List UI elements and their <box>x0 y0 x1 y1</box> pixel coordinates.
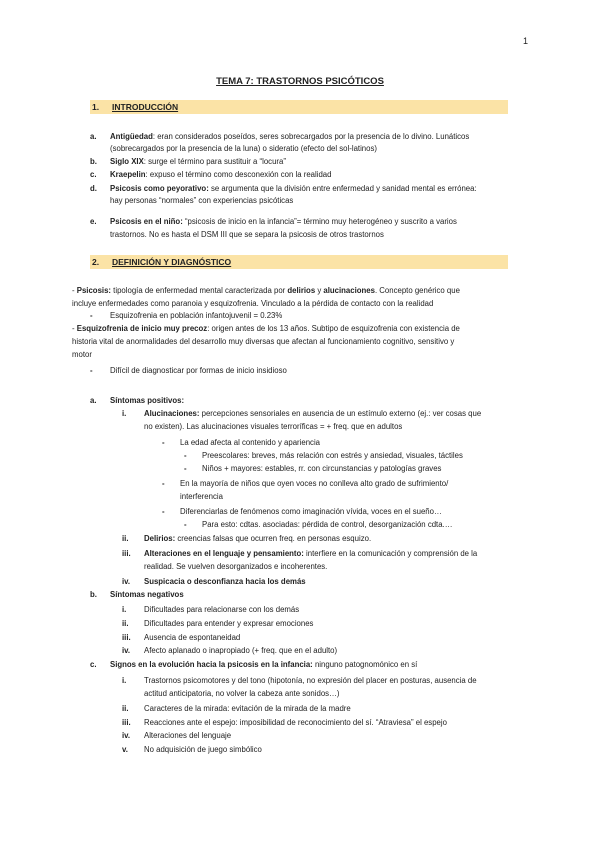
esquizofrenia-definition-cont: historia vital de anormalidades del desarrollo muy diversas que afectan al funcionamiento cognitivo, sensitivo y <box>72 337 455 346</box>
psicosis-bullet: - Esquizofrenia en población infantojuvenil = 0.23% <box>90 311 283 320</box>
psicosis-definition: - Psicosis: tipología de enfermedad mental caracterizada por delirios y alucinaciones. Concepto genérico que <box>72 286 460 295</box>
page-number: 1 <box>522 36 528 46</box>
sign-item: iii. Reacciones ante el espejo: imposibilidad de reconocimiento del sí. “Atraviesa” el espejo <box>122 718 447 727</box>
sign-item-cont: actitud anticipatoria, no volver la cabeza ante sonidos…) <box>144 689 340 698</box>
sign-item: ii. Caracteres de la mirada: evitación de la mirada de la madre <box>122 704 351 713</box>
document-title: TEMA 7: TRASTORNOS PSICÓTICOS <box>216 76 384 87</box>
negative-item: iv. Afecto aplanado o inapropiado (+ freq. que en el adulto) <box>122 646 338 655</box>
alucinaciones-dash-1a: - Preescolares: breves, más relación con estrés y ansiedad, visuales, táctiles <box>184 451 463 460</box>
alucinaciones-dash-3a: - Para esto: cdtas. asociadas: pérdida de control, desorganización cdta.… <box>184 520 453 529</box>
intro-item-c: c. Kraepelin: expuso el término como desconexión con la realidad <box>90 170 332 179</box>
alucinaciones-dash-2-cont: interferencia <box>180 492 223 501</box>
symptom-lenguaje-cont: realidad. Se vuelven desorganizados e incoherentes. <box>144 562 328 571</box>
symptoms-negative-heading: b. Síntomas negativos <box>90 590 184 599</box>
intro-item-a-cont: (sobrecargados por la presencia de la luna) o sideratio (efecto del sol-latinos) <box>110 144 377 153</box>
intro-item-a: a. Antigüedad: eran considerados poseídos, seres sobrecargados por la presencia de lo divino. Lunáticos <box>90 132 470 141</box>
section-heading-introduccion: 1. INTRODUCCIÓN <box>90 100 508 114</box>
esquizofrenia-definition-cont2: motor <box>72 350 92 359</box>
negative-item: ii. Dificultades para entender y expresar emociones <box>122 619 314 628</box>
intro-item-d: d. Psicosis como peyorativo: se argumenta que la división entre enfermedad y sanidad mental es errónea: <box>90 184 477 193</box>
symptom-delirios: ii. Delirios: creencias falsas que ocurren freq. en personas esquizo. <box>122 534 372 543</box>
symptom-lenguaje: iii. Alteraciones en el lenguaje y pensamiento: interfiere en la comunicación y comprensión de la <box>122 549 478 558</box>
alucinaciones-dash-1b: - Niños + mayores: estables, rr. con circunstancias y patologías graves <box>184 464 442 473</box>
signs-heading: c. Signos en la evolución hacia la psicosis en la infancia: ninguno patognomónico en sí <box>90 660 418 669</box>
symptom-alucinaciones: i. Alucinaciones: percepciones sensoriales en ausencia de un estímulo externo (ej.: ver cosas que <box>122 409 482 418</box>
psicosis-definition-cont: incluye enfermedades como paranoia y esquizofrenia. Vinculado a la pérdida de contacto con la realidad <box>72 299 434 308</box>
sign-item: v. No adquisición de juego simbólico <box>122 745 262 754</box>
symptom-alucinaciones-cont: no existen). Las alucinaciones visuales terroríficas = + freq. que en adultos <box>144 422 403 431</box>
section-heading-definicion: 2. DEFINICIÓN Y DIAGNÓSTICO <box>90 255 508 269</box>
esquizofrenia-bullet: - Difícil de diagnosticar por formas de inicio insidioso <box>90 366 287 375</box>
symptoms-positive-heading: a. Síntomas positivos: <box>90 396 185 405</box>
alucinaciones-dash-1: - La edad afecta al contenido y apariencia <box>162 438 321 447</box>
intro-item-b: b. Siglo XIX: surge el término para sustituir a “locura” <box>90 157 286 166</box>
negative-item: iii. Ausencia de espontaneidad <box>122 633 241 642</box>
intro-item-e: e. Psicosis en el niño: “psicosis de inicio en la infancia”= término muy heterogéneo y suscrito a varios <box>90 217 457 226</box>
sign-item: i. Trastornos psicomotores y del tono (hipotonía, no expresión del placer en posturas, ausencia de <box>122 676 477 685</box>
alucinaciones-dash-2: - En la mayoría de niños que oyen voces no conlleva alto grado de sufrimiento/ <box>162 479 449 488</box>
intro-item-d-cont: hay personas “normales” con experiencias psicóticas <box>110 196 294 205</box>
symptom-suspicacia: iv. Suspicacia o desconfianza hacia los demás <box>122 577 306 586</box>
negative-item: i. Dificultades para relacionarse con los demás <box>122 605 300 614</box>
intro-item-e-cont: trastornos. No es hasta el DSM III que se separa la psicosis de otros trastornos <box>110 230 384 239</box>
esquizofrenia-definition: - Esquizofrenia de inicio muy precoz: origen antes de los 13 años. Subtipo de esquizofrenia con existencia de <box>72 324 460 333</box>
alucinaciones-dash-3: - Diferenciarlas de fenómenos como imaginación vívida, voces en el sueño… <box>162 507 442 516</box>
sign-item: iv. Alteraciones del lenguaje <box>122 731 232 740</box>
